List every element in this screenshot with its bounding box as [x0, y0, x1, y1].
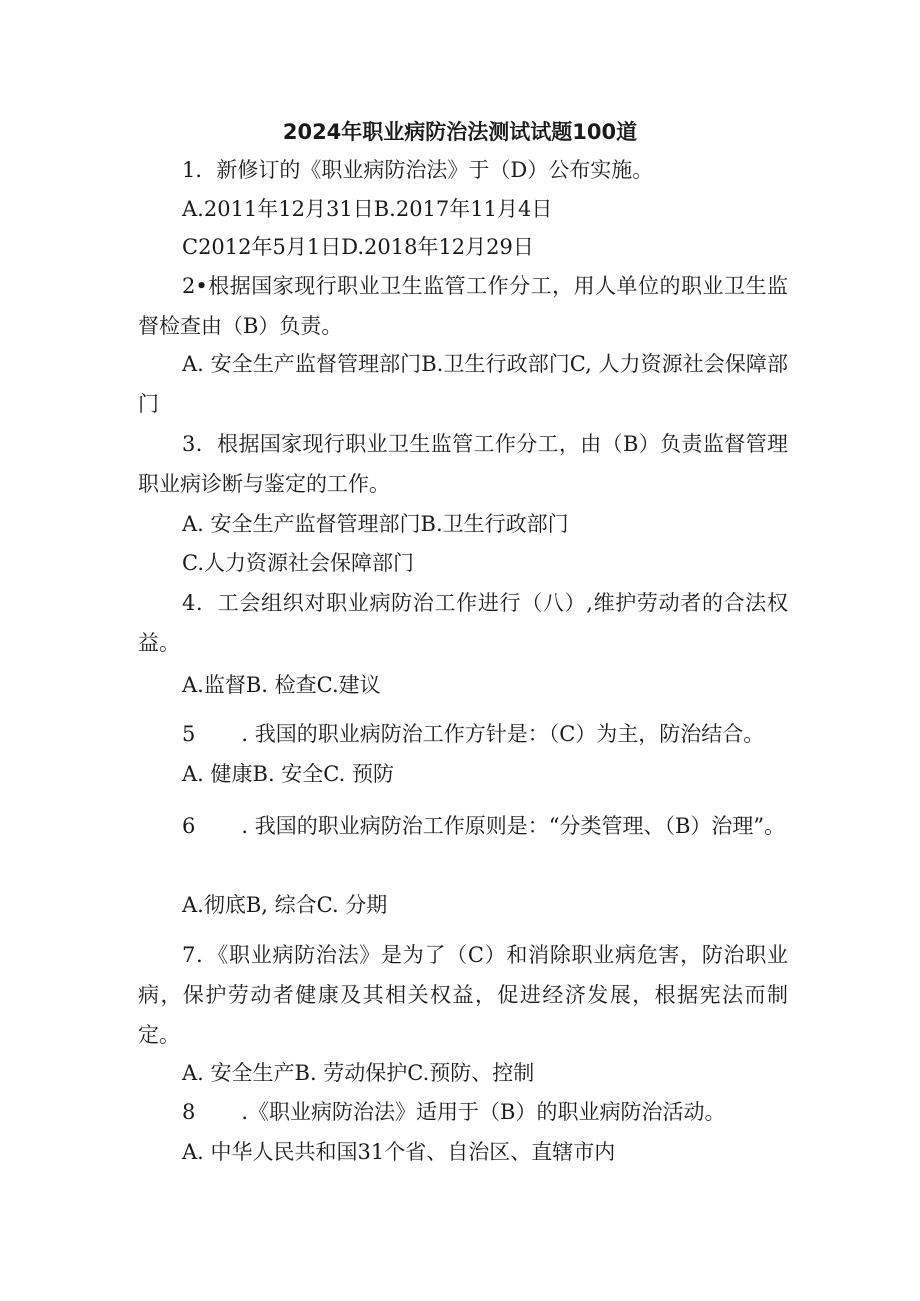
- question-2-stem: 2•根据国家现行职业卫生监管工作分工，用人单位的职业卫生监督检查由（B）负责。: [138, 274, 788, 338]
- question-8-stem-line: [182, 1097, 725, 1127]
- question-8-options: A. 中华人民共和国31个省、自治区、直辖市内: [182, 1140, 616, 1164]
- question-2-options: A. 安全生产监督管理部门B.卫生行政部门C, 人力资源社会保障部门: [138, 352, 788, 416]
- question-4-options: A.监督B. 检查C.建议: [182, 673, 381, 697]
- question-1-options-cd: C2012年5月1日D.2018年12月29日: [182, 235, 534, 259]
- question-6-number: 6: [182, 814, 196, 838]
- question-3-options-ab: A. 安全生产监督管理部门B.卫生行政部门: [182, 512, 569, 536]
- document-title: 2024年职业病防治法测试试题100道: [282, 120, 638, 144]
- question-1-options-ab: A.2011年12月31日B.2017年11月4日: [182, 197, 553, 221]
- question-5-stem-line: [182, 719, 764, 749]
- question-8-number: 8: [182, 1100, 196, 1124]
- question-6-options: A.彻底B, 综合C. 分期: [182, 893, 388, 917]
- question-7-stem: 7．《职业病防治法》是为了（C）和消除职业病危害，防治职业病，保护劳动者健康及其相关权益，促进经济发展，根据宪法而制定。: [138, 943, 788, 1047]
- question-5-stem: . 我国的职业病防治工作方针是：（C）为主，防治结合。: [241, 722, 765, 746]
- question-4-stem: 4．工会组织对职业病防治工作进行（八）,维护劳动者的合法权益。: [138, 591, 788, 655]
- question-1-stem: 1．新修订的《职业病防治法》于（D）公布实施。: [182, 158, 654, 182]
- question-7-options: A. 安全生产B. 劳动保护C.预防、控制: [182, 1061, 535, 1085]
- question-6-stem-block: [138, 806, 788, 846]
- question-8-stem: .《职业病防治法》适用于（B）的职业病防治活动。: [241, 1100, 726, 1124]
- question-5-number: 5: [182, 722, 196, 746]
- question-5-options: A. 健康B. 安全C. 预防: [182, 762, 394, 786]
- question-6-stem: . 我国的职业病防治工作原则是：“分类管理、（B）治理”。: [241, 814, 786, 838]
- question-3-stem: 3．根据国家现行职业卫生监管工作分工，由（B）负责监督管理职业病诊断与鉴定的工作。: [138, 432, 788, 496]
- question-3-option-c: C.人力资源社会保障部门: [182, 551, 414, 575]
